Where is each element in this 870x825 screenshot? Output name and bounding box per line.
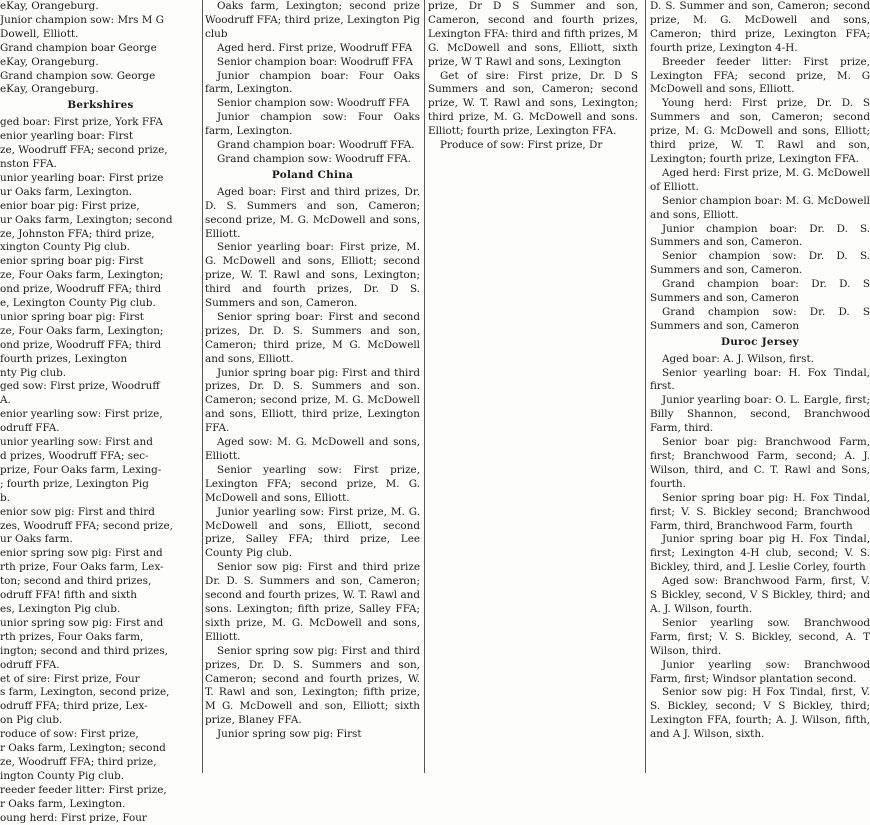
paragraph: roduce of sow: First prize, (0, 728, 139, 741)
paragraph: Senior champion boar: Woodruff FFA (217, 55, 413, 68)
paragraph: prize, Four Oaks farm, Lexing- (0, 463, 162, 476)
paragraph: eKay, Orangeburg. (0, 55, 99, 68)
paragraph: Senior yearling sow. Branchwood Farm, first; V. S. Bickley, second, A. T Wilson, third. (650, 616, 870, 657)
paragraph: enior spring boar pig: First (0, 255, 144, 268)
paragraph: es, Lexington Pig club. (0, 602, 121, 615)
paragraph: A. (0, 394, 11, 407)
paragraph: Senior champion sow: Woodruff FFA (217, 97, 410, 110)
paragraph: enior yearling boar: First (0, 130, 134, 143)
paragraph: Junior yearling sow: First prize, M. G. McDowell and sons, Elliott, second prize, Salley FFA; third prize, Lee County Pig club. (205, 505, 420, 560)
paragraph: unior spring boar pig: First (0, 310, 144, 323)
paragraph: reeder feeder litter: First prize, (0, 783, 167, 796)
paragraph: r Oaks farm, Lexington. (0, 797, 126, 810)
paragraph: odruff FFA. (0, 422, 60, 435)
paragraph: Senior champion boar: M. G. McDowell and sons, Elliott. (650, 194, 870, 221)
paragraph: Senior yearling boar: First prize, M. G. McDowell and sons, Elliott; second prize, W. T. Rawl and sons, Lexington; third and fourth prizes, Dr. D S. Summers and son, Cameron. (205, 241, 420, 310)
column-1 (0, 0, 201, 824)
paragraph: xington County Pig club. (0, 241, 130, 254)
paragraph: ington County Pig club. (0, 769, 125, 782)
paragraph: rth prizes, Four Oaks farm, (0, 630, 144, 643)
paragraph: eKay, Orangeburg. (0, 83, 99, 96)
paragraph: ze, Four Oaks farm, Lexington; (0, 269, 164, 282)
paragraph: Junior yearling sow: Branchwood Farm, first; Windsor plantation second. (650, 658, 870, 685)
paragraph: Junior yearling boar: O. L. Eargle, first; Billy Shannon, second, Branchwood Farm, third. (650, 394, 870, 435)
paragraph: unior spring sow pig: First and (0, 616, 164, 629)
paragraph: ze, Johnston FFA; third prize, (0, 227, 155, 240)
paragraph: odruff FFA; third prize, Lex- (0, 700, 148, 713)
paragraph: et of sire: First prize, Four (0, 672, 140, 685)
paragraph: d prizes, Woodruff FFA; sec- (0, 450, 149, 462)
paragraph: Grand champion sow: Dr. D. S Summers and son, Cameron (650, 305, 870, 332)
paragraph: s farm, Lexington, second prize, (0, 686, 170, 699)
paragraph: Aged herd: First prize, M. G. McDowell of Elliott. (650, 166, 870, 193)
paragraph: Oaks farm, Lexington; second prize Woodruff FFA; third prize, Lexington Pig club (205, 0, 420, 40)
paragraph: Aged herd. First prize, Woodruff FFA (217, 41, 413, 54)
column-3 (428, 0, 638, 773)
paragraph: Junior spring boar pig: First and third prizes, Dr. D. S. Summers and son. Cameron; second prize, M. G. McDowell and sons, Elliott, third prize, Lexington FFA. (205, 366, 420, 435)
paragraph: Aged sow: M. G. McDowell and sons, Elliott. (205, 436, 420, 462)
paragraph: Junior champion boar: Four Oaks farm, Lexington. (205, 69, 420, 96)
paragraph: ur Oaks farm. (0, 533, 73, 546)
paragraph: ze, Woodruff FFA; second prize, (0, 144, 168, 157)
paragraph: odruff FFA. (0, 658, 60, 671)
paragraph: ond prize, Woodruff FFA; third (0, 283, 162, 296)
paragraph: Grand champion sow: Woodruff FFA. (217, 152, 411, 165)
paragraph: Grand champion boar: Woodruff FFA. (217, 139, 415, 152)
paragraph: ington; second and third prizes, (0, 644, 168, 657)
paragraph: ton; second and third prizes, (0, 575, 152, 588)
paragraph: zes, Woodruff FFA; second prize, (0, 519, 173, 532)
paragraph: Senior spring boar: First and second prizes, Dr. D. S. Summers and son, Cameron; third prize, M G. McDowell and sons, Elliott. (205, 310, 420, 365)
paragraph: Grand champion sow. George (0, 69, 156, 82)
paragraph: Senior sow pig: H Fox Tindal, first, V. S. Bickley, second; V S Bickley, third; Lexington FFA, fourth; A. J. Wilson, fifth, and A J. Wilson, sixth. (650, 686, 870, 741)
paragraph: ged sow: First prize, Woodruff (0, 380, 160, 393)
paragraph: unior yearling sow: First and (0, 436, 153, 449)
paragraph: ur Oaks farm, Lexington; second (0, 213, 173, 226)
paragraph: D. S. Summer and son, Cameron; second prize, M. G. McDowell and sons, Cameron; third prize, Lexington FFA; fourth prize, Lexington 4-H. (650, 0, 870, 54)
paragraph: Produce of sow: First prize, Dr (440, 139, 603, 152)
paragraph: enior sow pig: First and third (0, 505, 155, 518)
paragraph: nston FFA. (0, 157, 57, 170)
paragraph: ; fourth prize, Lexington Pig (0, 477, 149, 490)
paragraph: Senior boar pig: Branchwood Farm, first; Branchwood Farm, second; A. J. Wilson, third, and C. T. Rawl and Sons, fourth. (650, 436, 870, 490)
paragraph: Junior champion sow: Mrs M G (0, 13, 164, 26)
paragraph: Senior champion sow: Dr. D. S. Summers and son, Cameron. (650, 250, 870, 277)
column-rule (645, 0, 646, 773)
paragraph: Grand champion boar: Dr. D. S Summers and son, Cameron (650, 278, 870, 305)
paragraph: eKay, Orangeburg. (0, 0, 99, 12)
section-heading: Duroc Jersey (720, 335, 799, 348)
paragraph: enior boar pig: First prize, (0, 199, 140, 212)
section-heading: Berkshires (67, 99, 134, 112)
column-rule (202, 0, 203, 773)
paragraph: rth prize, Four Oaks farm, Lex- (0, 561, 164, 574)
paragraph: on Pig club. (0, 714, 63, 727)
paragraph: odruff FFA! fifth and sixth (0, 589, 137, 602)
column-rule (424, 0, 425, 773)
paragraph: Grand champion boar George (0, 41, 157, 54)
column-4 (650, 0, 870, 773)
paragraph: Junior champion sow: Four Oaks farm, Lexington. (205, 111, 420, 138)
paragraph: ze, Woodruff FFA; third prize, (0, 755, 157, 768)
paragraph: ged boar: First prize, York FFA (0, 116, 163, 129)
paragraph: ur Oaks farm, Lexington. (0, 185, 133, 198)
paragraph: b. (0, 491, 10, 504)
paragraph: Get of sire: First prize, Dr. D S Summers and son, Cameron; second prize, W. T. Rawl and sons, Lexington; third prize, M. G. McDowell and sons. Elliott; fourth prize, Lexington FFA. (428, 69, 638, 138)
paragraph: Senior sow pig: First and third prize Dr. D. S. Summers and son, Cameron; second and fourth prizes, W. T. Rawl and sons. Lexington; fifth prize, Salley FFA; sixth prize, M. G. McDowell and sons, Elliott. (205, 561, 420, 643)
paragraph: e, Lexington County Pig club. (0, 297, 156, 310)
section-heading: Poland China (271, 168, 354, 181)
paragraph: ze, Four Oaks farm, Lexington; (0, 324, 164, 337)
paragraph: Junior spring sow pig: First (217, 728, 362, 741)
paragraph: Young herd: First prize, Dr. D. S Summers and son, Cameron; second prize, M. G. McDowell and sons, Elliott; third prize, W. T. Rawl and son, Lexington; fourth prize, Lexington FFA. (650, 97, 870, 165)
paragraph: Aged boar: A. J. Wilson, first. (662, 352, 814, 365)
paragraph: ond prize, Woodruff FFA; third (0, 338, 162, 351)
paragraph: prize, Dr D S Summer and son, Cameron, second and fourth prizes, Lexington FFA: third and fifth prizes, M G. McDowell and sons, Elliott, sixth prize, W T Rawl and sons, Lexington (428, 0, 638, 68)
paragraph: oung herd: First prize, Four (0, 811, 147, 824)
paragraph: nty Pig club. (0, 366, 67, 379)
paragraph: enior spring sow pig: First and (0, 547, 163, 560)
paragraph: Junior spring boar pig H. Fox Tindal, first; Lexington 4-H club, second; V. S. Bickley, third, and J. Leslie Corley, fourth (650, 533, 870, 574)
paragraph: fourth prizes, Lexington (0, 352, 128, 365)
paragraph: Aged sow: Branchwood Farm, first, V. S Bickley, second, V S Bickley, third; and A. J. Wilson, fourth. (650, 575, 870, 615)
paragraph: Senior spring boar pig: H. Fox Tindal, first; V. S. Bickley second; Branchwood Farm, third, Branchwood Farm, fourth (650, 491, 870, 532)
paragraph: Senior yearling sow: First prize, Lexington FFA; second prize, M. G. McDowell and sons, Elliott. (205, 463, 420, 504)
paragraph: enior yearling sow: First prize, (0, 408, 163, 421)
paragraph: Dowell, Elliott. (0, 27, 79, 40)
paragraph: Senior yearling boar: H. Fox Tindal, first. (650, 366, 870, 393)
paragraph: Aged boar: First and third prizes, Dr. D. S. Summers and son, Cameron; second prize, M. G. McDowell and sons, Elliott. (205, 185, 420, 240)
column-2 (205, 0, 420, 773)
paragraph: Breeder feeder litter: First prize, Lexington FFA; second prize, M. G McDowell and sons, Elliott. (650, 55, 870, 96)
paragraph: unior yearling boar: First prize (0, 171, 164, 184)
paragraph: Junior champion boar: Dr. D. S. Summers and son, Cameron. (650, 222, 870, 249)
paragraph: Senior spring sow pig: First and third prizes, Dr. D. S. Summers and son, Cameron; second and fourth prizes, W. T. Rawl and son, Lexington; fifth prize, M G. McDowell and son, Elliott; sixth prize, Blaney FFA. (205, 644, 420, 727)
paragraph: r Oaks farm, Lexington; second (0, 742, 166, 755)
